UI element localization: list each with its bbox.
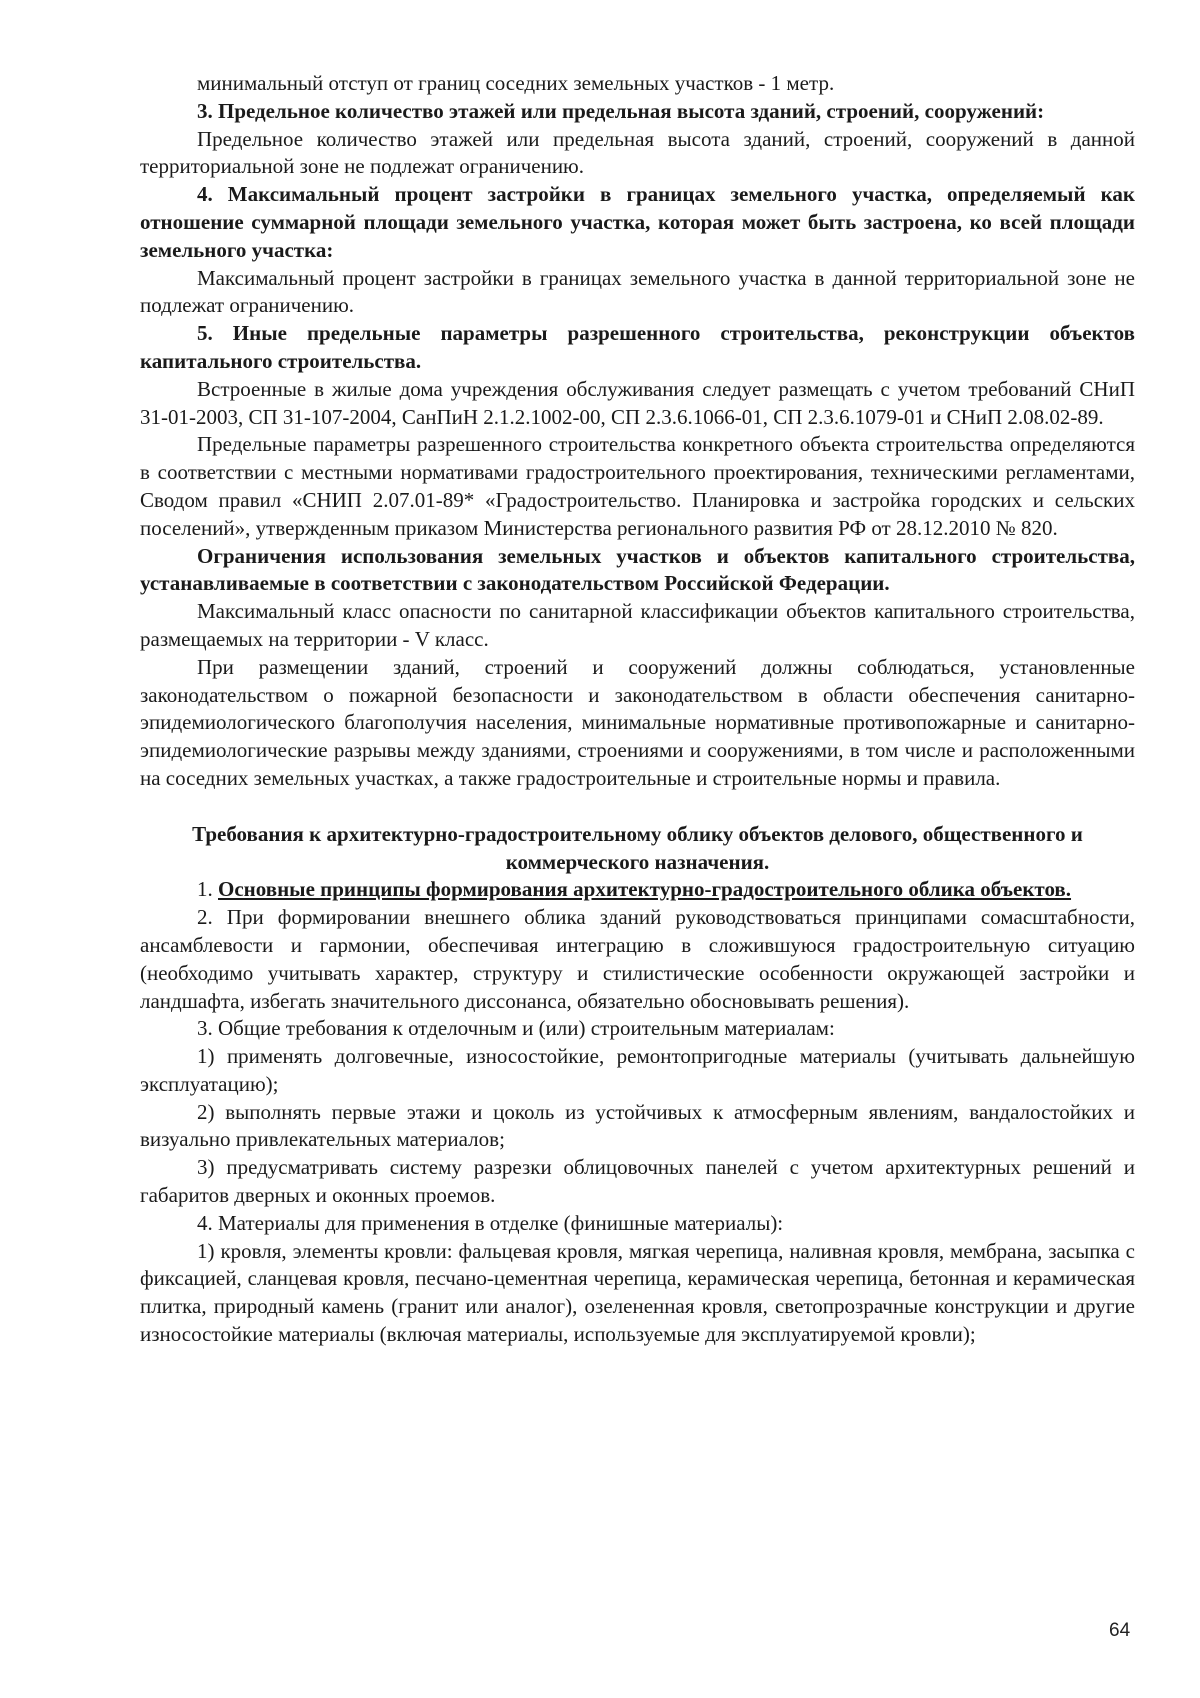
heading-other-params: 5. Иные предельные параметры разрешенного строительства, реконструкции объектов капитального строительства. <box>140 321 1135 373</box>
item-3-3: 3) предусматривать систему разрезки облицовочных панелей с учетом архитектурных решений и габаритов дверных и оконных проемов. <box>140 1155 1135 1208</box>
document-page <box>140 70 1135 1349</box>
item-1-title: Основные принципы формирования архитектурно-градостроительного облика объектов. <box>218 877 1072 902</box>
paragraph-builtin-services: Встроенные в жилые дома учреждения обслуживания следует размещать с учетом требований СНиП 31-01-2003, СП 31-107-2004, СанПиН 2.1.2.1002-00, СП 2.3.6.1066-01, СП 2.3.6.1079-01 и СНиП 2.08.02-89. <box>140 376 1135 429</box>
heading-max-floors: 3. Предельное количество этажей или предельная высота зданий, строений, сооружений: <box>197 98 1045 123</box>
paragraph-max-coverage: Максимальный процент застройки в границах земельного участка в данной территориальной зоне не подлежат ограничению. <box>140 265 1135 318</box>
page-number: 64 <box>1109 1620 1131 1641</box>
item-3: 3. Общие требования к отделочным и (или) строительным материалам: <box>197 1016 835 1041</box>
item-1-number: 1. <box>197 877 213 902</box>
paragraph-offset: минимальный отступ от границ соседних земельных участков - 1 метр. <box>197 71 835 95</box>
heading-architectural-requirements: Требования к архитектурно-градостроительному облику объектов делового, общественного и коммерческого назначения. <box>192 821 1083 874</box>
heading-max-coverage: 4. Максимальный процент застройки в границах земельного участка, определяемый как отношение суммарной площади земельного участка, которая может быть застроена, ко всей площади земельного участка: <box>140 182 1135 262</box>
item-4: 4. Материалы для применения в отделке (финишные материалы): <box>197 1210 784 1235</box>
paragraph-limit-params: Предельные параметры разрешенного строительства конкретного объекта строительства определяются в соответствии с местными нормативами градостроительного проектирования, техническими регламентами, Сводом правил «СНИП 2.07.01-89* «Градостроительство. Планировка и застройка городских и сельских поселений», утвержденным приказом Министерства регионального развития РФ от 28.12.2010 № 820. <box>140 432 1135 540</box>
paragraph-max-floors: Предельное количество этажей или предельная высота зданий, строений, сооружений в данной территориальной зоне не подлежат ограничению. <box>140 126 1135 179</box>
heading-restrictions: Ограничения использования земельных участков и объектов капитального строительства, устанавливаемые в соответствии с законодательством Российской Федерации. <box>140 543 1135 596</box>
paragraph-fire-safety: При размещении зданий, строений и сооружений должны соблюдаться, установленные законодательством о пожарной безопасности и законодательством в области обеспечения санитарно-эпидемиологического благополучия населения, минимальные нормативные противопожарные и санитарно-эпидемиологические разрывы между зданиями, строениями и сооружениями, в том числе и расположенными на соседних земельных участках, а также градостроительные и строительные нормы и правила. <box>140 654 1135 790</box>
item-4-1: 1) кровля, элементы кровли: фальцевая кровля, мягкая черепица, наливная кровля, мембрана, засыпка с фиксацией, сланцевая кровля, песчано-цементная черепица, керамическая черепица, бетонная и керамическая плитка, природный камень (гранит или аналог), озелененная кровля, светопрозрачные конструкции и другие износостойкие материалы (включая материалы, используемые для эксплуатируемой кровли); <box>140 1238 1135 1347</box>
item-3-1: 1) применять долговечные, износостойкие, ремонтопригодные материалы (учитывать дальнейшую эксплуатацию); <box>140 1044 1135 1096</box>
item-2: 2. При формировании внешнего облика зданий руководствоваться принципами сомасштабности, ансамблевости и гармонии, обеспечивая интеграцию в сложившуюся градостроительную ситуацию (необходимо учитывать характер, структуру и стилистические особенности окружающей застройки и ландшафта, избегать значительного диссонанса, обязательно обосновывать решения). <box>140 905 1135 1013</box>
item-1 <box>140 876 1135 904</box>
paragraph-hazard-class: Максимальный класс опасности по санитарной классификации объектов капитального строительства, размещаемых на территории - V класс. <box>140 599 1135 651</box>
item-3-2: 2) выполнять первые этажи и цоколь из устойчивых к атмосферным явлениям, вандалостойких и визуально привлекательных материалов; <box>140 1099 1135 1152</box>
